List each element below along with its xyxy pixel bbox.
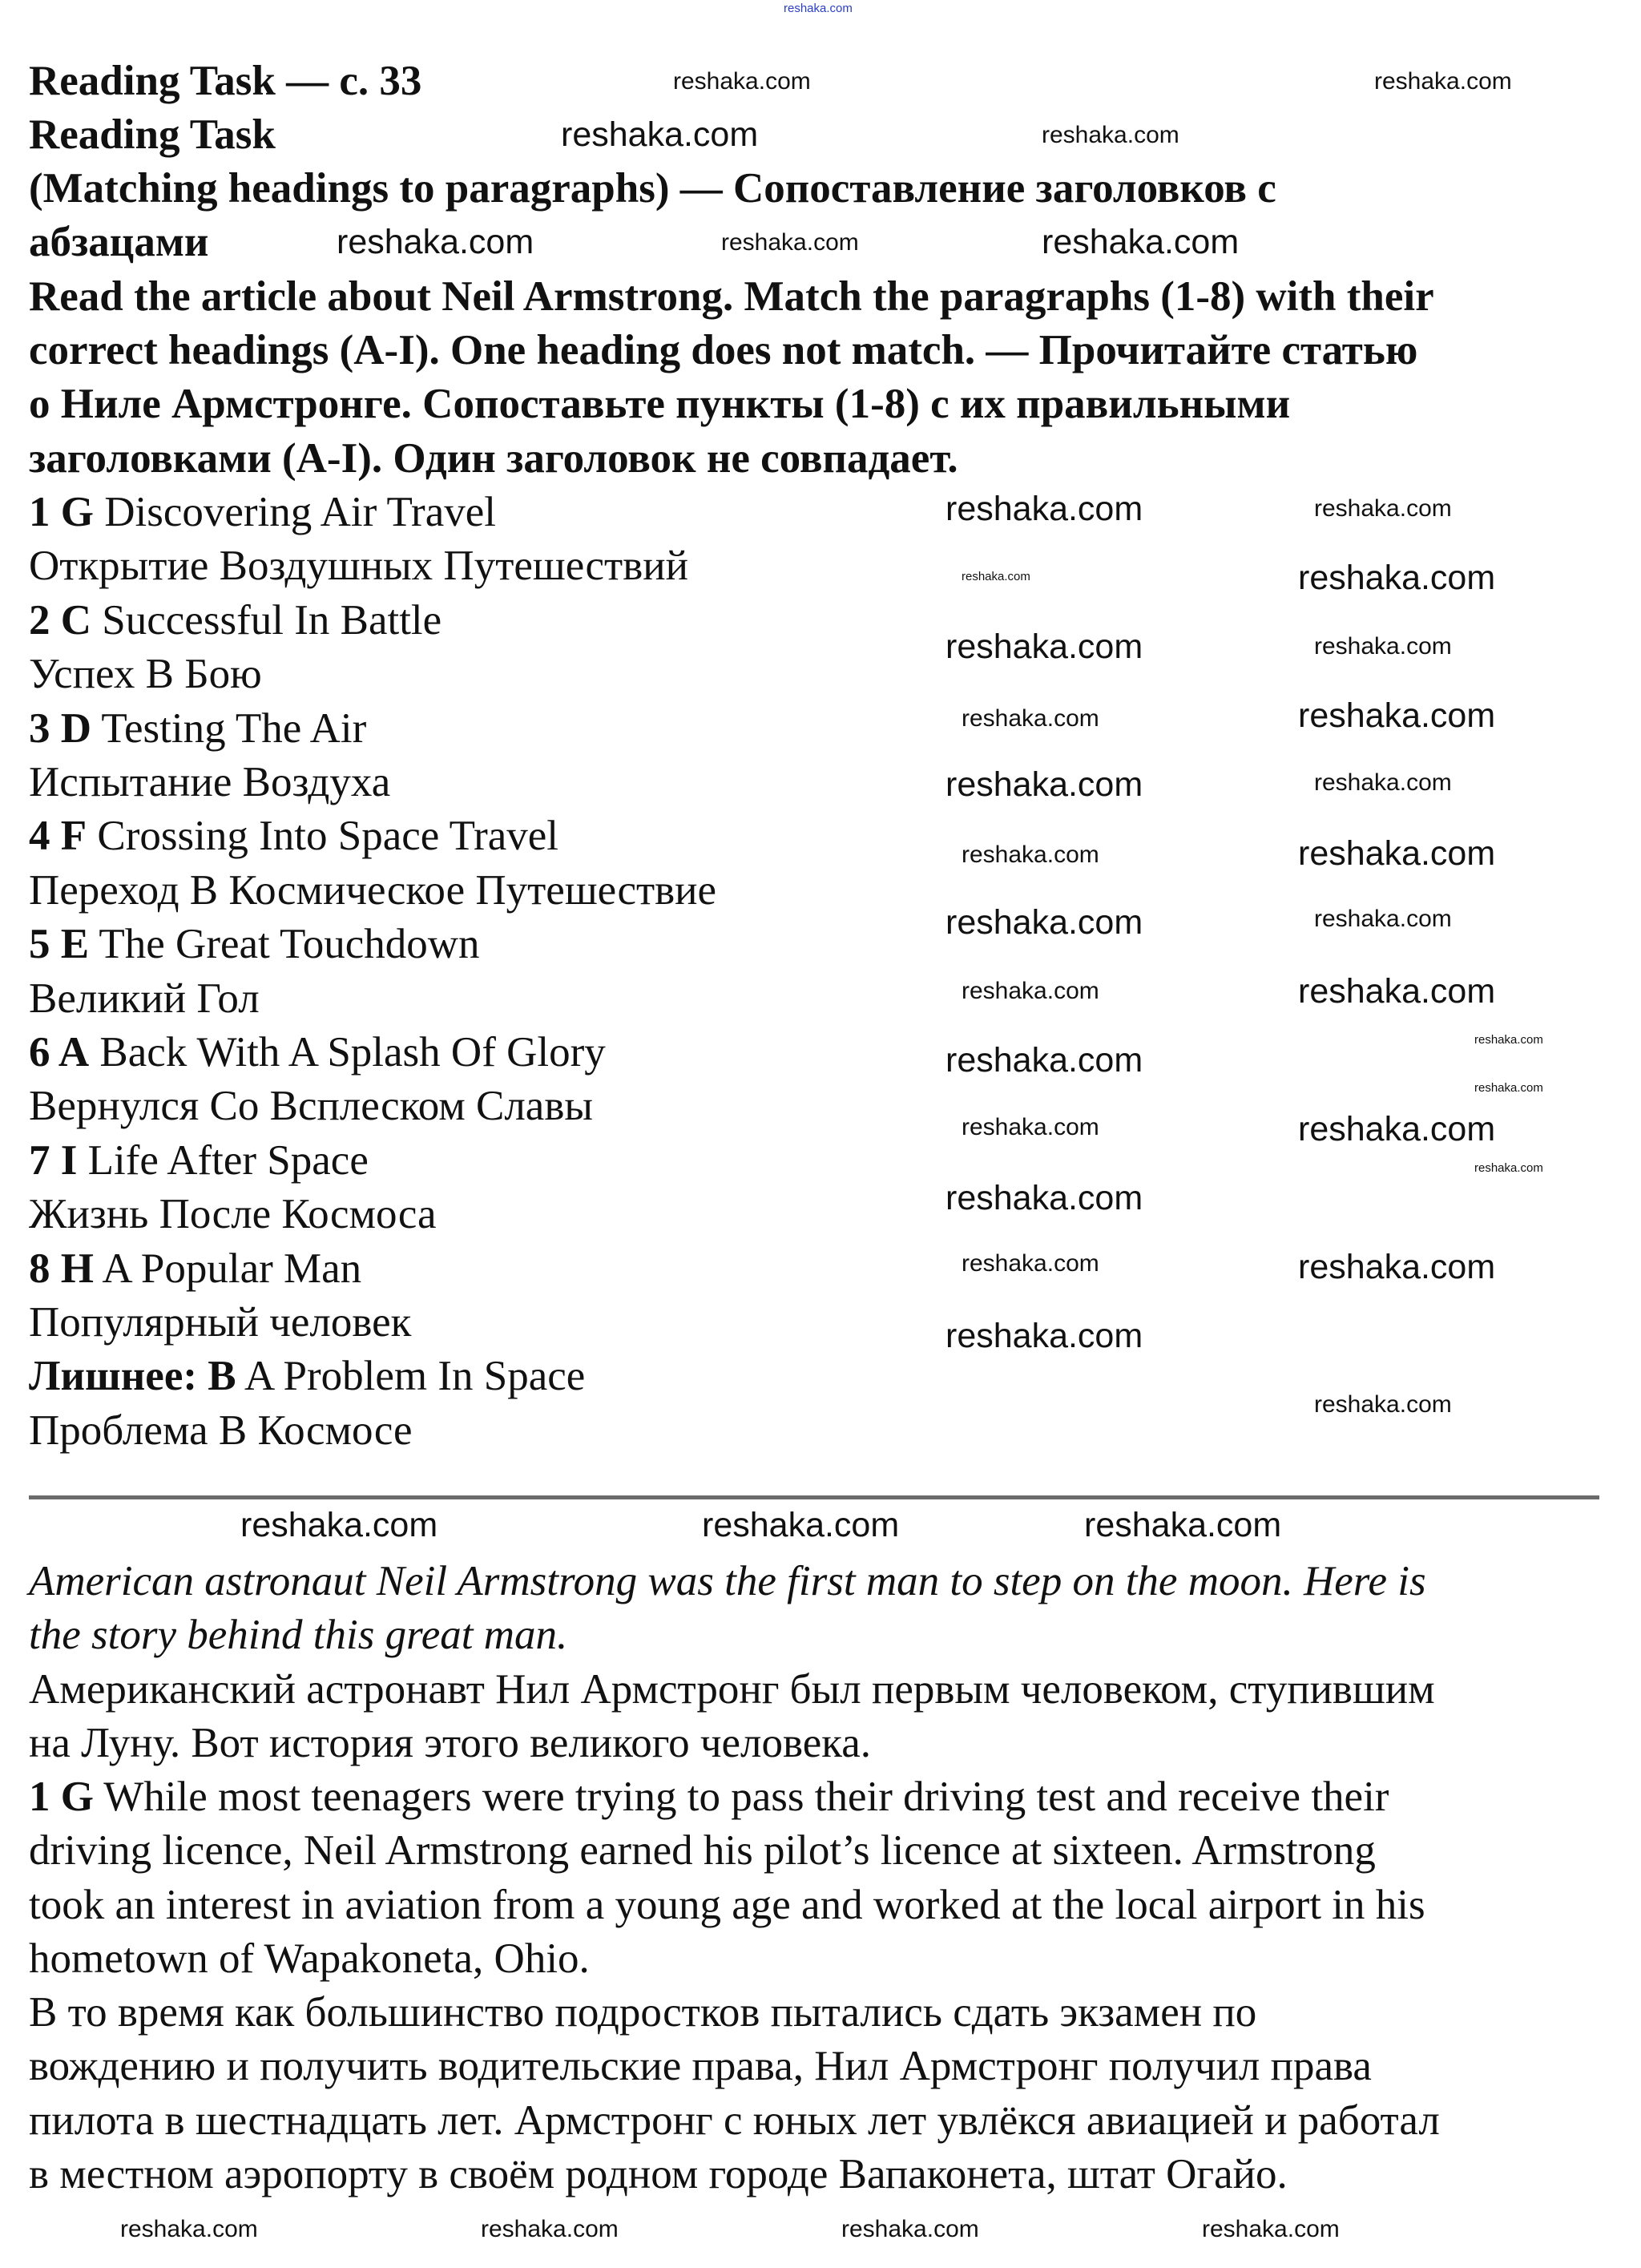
answer-heading-ru: Вернулся Со Всплеском Славы [29,1083,593,1129]
watermark: reshaka.com [1314,769,1452,796]
site-watermark-top: reshaka.com [784,2,853,15]
answer-key: Лишнее: B [29,1353,236,1399]
answer-item [29,809,558,863]
watermark: reshaka.com [962,1250,1099,1277]
answer-key: 5 E [29,921,90,967]
answer-heading-en: Discovering Air Travel [104,489,496,535]
watermark: reshaka.com [945,1179,1143,1217]
watermark: reshaka.com [962,978,1099,1004]
answer-heading-en: Successful In Battle [102,597,442,644]
watermark: reshaka.com [841,2216,979,2242]
watermark: reshaka.com [702,1506,900,1544]
watermark: reshaka.com [1298,972,1496,1011]
watermark: reshaka.com [1374,68,1512,95]
watermark: reshaka.com [1298,1248,1496,1286]
watermark: reshaka.com [1202,2216,1340,2242]
watermark: reshaka.com [337,223,534,261]
answer-item [29,1350,585,1403]
answer-heading-ru: Популярный человек [29,1299,412,1346]
paragraph-1-en [29,1770,1389,1824]
answer-item [29,594,441,648]
task-subtitle: (Matching headings to paragraphs) — Сопоставление заголовков с [29,165,1276,212]
watermark: reshaka.com [945,1317,1143,1355]
watermark: reshaka.com [481,2216,619,2242]
watermark: reshaka.com [962,1114,1099,1140]
watermark: reshaka.com [962,570,1030,583]
answer-heading-ru: Великий Гол [29,975,260,1022]
answer-heading-en: Testing The Air [101,705,367,752]
watermark: reshaka.com [673,68,811,95]
paragraph-1-ru: вождению и получить водительские права, Нил Армстронг получил права [29,2043,1372,2089]
task-instructions: correct headings (A-I). One heading does not match. — Прочитайте статью [29,327,1418,373]
watermark: reshaka.com [1042,122,1179,148]
watermark: reshaka.com [1474,1033,1543,1047]
watermark: reshaka.com [945,490,1143,528]
watermark: reshaka.com [1314,633,1452,660]
watermark: reshaka.com [240,1506,438,1544]
answer-heading-en: Crossing Into Space Travel [97,813,558,859]
intro-en: the story behind this great man. [29,1612,568,1658]
watermark: reshaka.com [1474,1081,1543,1095]
answer-item [29,486,496,539]
watermark: reshaka.com [1298,559,1496,597]
answer-heading-ru: Жизнь После Космоса [29,1191,437,1237]
section-title: Reading Task [29,111,276,158]
answer-key: 1 G [29,489,94,535]
divider [29,1495,1599,1499]
watermark: reshaka.com [962,705,1099,732]
watermark: reshaka.com [721,229,859,256]
paragraph-1-en: took an interest in aviation from a young age and worked at the local airport in his [29,1882,1425,1928]
watermark: reshaka.com [945,628,1143,666]
page-title: Reading Task — c. 33 [29,58,422,104]
answer-key: 4 F [29,813,87,859]
answer-heading-ru: Испытание Воздуха [29,759,391,805]
answer-item [29,702,366,756]
answer-item [29,918,480,971]
watermark: reshaka.com [561,115,759,154]
paragraph-1-ru: В то время как большинство подростков пытались сдать экзамен по [29,1989,1257,2036]
answer-heading-en: A Problem In Space [244,1353,586,1399]
paragraph-1-ru: в местном аэропорту в своём родном городе Вапаконета, штат Огайо. [29,2151,1288,2197]
watermark: reshaka.com [962,841,1099,868]
watermark: reshaka.com [945,903,1143,942]
intro-ru: на Луну. Вот история этого великого человека. [29,1720,871,1766]
answer-heading-ru: Открытие Воздушных Путешествий [29,543,688,589]
paragraph-1-en: hometown of Wapakoneta, Ohio. [29,1935,590,1982]
answer-heading-en: Back With A Splash Of Glory [99,1029,606,1075]
intro-ru: Американский астронавт Нил Армстронг был первым человеком, ступившим [29,1666,1435,1713]
answer-item [29,1026,606,1080]
answer-item [29,1134,369,1188]
answer-key: 7 I [29,1137,78,1184]
answer-heading-ru: Проблема В Космосе [29,1407,413,1454]
answer-item [29,1242,361,1296]
answer-key: 3 D [29,705,92,752]
watermark: reshaka.com [1474,1161,1543,1175]
answer-heading-en: Life After Space [87,1137,369,1184]
answer-key: 6 A [29,1029,90,1075]
watermark: reshaka.com [1298,834,1496,873]
intro-en: American astronaut Neil Armstrong was the first man to step on the moon. Here is [29,1558,1426,1604]
answer-heading-ru: Переход В Космическое Путешествие [29,867,717,914]
task-instructions: заголовками (A-I). Один заголовок не совпадает. [29,435,958,482]
answer-heading-en: A Popular Man [102,1245,362,1292]
watermark: reshaka.com [1298,696,1496,735]
paragraph-key: 1 G [29,1774,94,1820]
watermark: reshaka.com [1042,223,1240,261]
paragraph-1-en: driving licence, Neil Armstrong earned his pilot’s licence at sixteen. Armstrong [29,1827,1376,1874]
answer-heading-ru: Успех В Бою [29,651,262,697]
paragraph-text: While most teenagers were trying to pass their driving test and receive their [93,1774,1389,1820]
watermark: reshaka.com [1314,1391,1452,1418]
answer-heading-en: The Great Touchdown [99,921,480,967]
watermark: reshaka.com [1314,906,1452,932]
watermark: reshaka.com [120,2216,258,2242]
task-subtitle-cont: абзацами [29,219,209,265]
watermark: reshaka.com [945,765,1143,804]
paragraph-1-ru: пилота в шестнадцать лет. Армстронг с юных лет увлёкся авиацией и работал [29,2097,1440,2144]
task-instructions: Read the article about Neil Armstrong. Match the paragraphs (1-8) with their [29,273,1434,320]
answer-key: 2 C [29,597,92,644]
task-instructions: о Ниле Армстронге. Сопоставьте пункты (1-8) с их правильными [29,381,1291,427]
watermark: reshaka.com [1314,495,1452,522]
answer-key: 8 H [29,1245,94,1292]
watermark: reshaka.com [1084,1506,1282,1544]
watermark: reshaka.com [945,1041,1143,1080]
watermark: reshaka.com [1298,1110,1496,1148]
